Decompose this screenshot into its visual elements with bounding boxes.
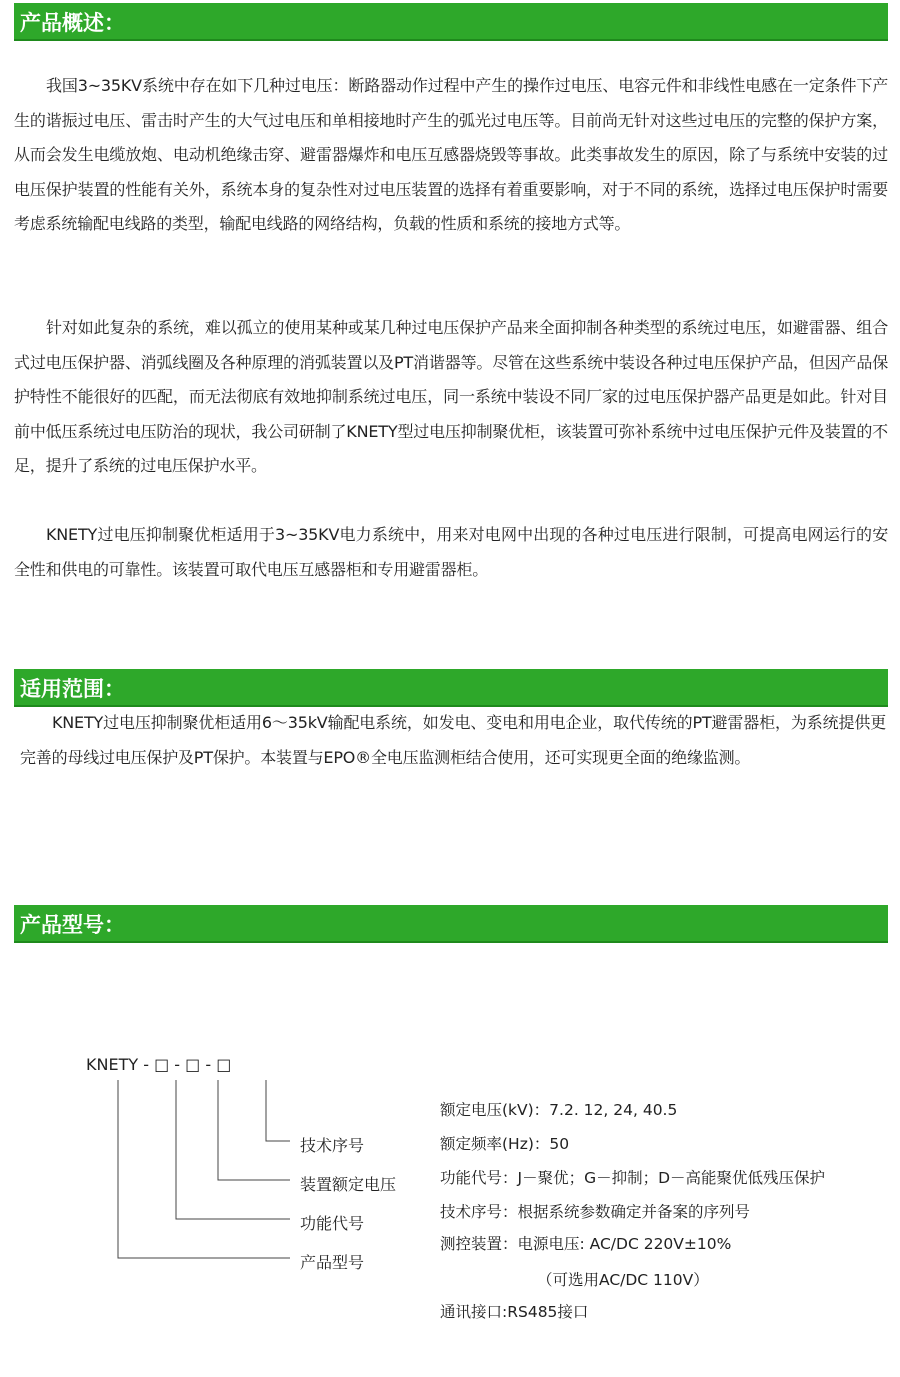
label-function-code: 功能代号 (300, 1214, 365, 1233)
section-title-overview: 产品概述： (14, 3, 888, 41)
spec-tech-serial: 技术序号：根据系统参数确定并备案的序列号 (440, 1203, 751, 1221)
spec-rated-voltage: 额定电压(kV)：7.2. 12, 24, 40.5 (440, 1101, 678, 1119)
spec-control-device: 测控装置：电源电压: AC/DC 220V±10% (440, 1235, 732, 1253)
label-tech-serial: 技术序号 (300, 1136, 365, 1155)
connector-rated-voltage (218, 1080, 290, 1180)
spec-comm-interface: 通讯接口:RS485接口 (440, 1303, 589, 1321)
scope-paragraph: KNETY过电压抑制聚优柜适用6～35kV输配电系统，如发电、变电和用电企业，取代传统的PT避雷器柜，为系统提供更完善的母线过电压保护及PT保护。本装置与EPO®全电压监测柜结合使用，还可实现更全面的绝缘监测。 (20, 713, 886, 767)
section-title-model: 产品型号： (14, 905, 888, 943)
connector-tech-serial (266, 1080, 290, 1141)
connector-function-code (176, 1080, 290, 1219)
overview-paragraph-3: KNETY过电压抑制聚优柜适用于3~35KV电力系统中，用来对电网中出现的各种过电压进行限制，可提高电网运行的安全性和供电的可靠性。该装置可取代电压互感器柜和专用避雷器柜。 (14, 525, 888, 579)
spec-rated-frequency: 额定频率(Hz)：50 (440, 1135, 570, 1153)
connector-product-model (118, 1080, 290, 1258)
spec-function-code: 功能代号：J－聚优；G－抑制；D－高能聚优低残压保护 (440, 1169, 826, 1187)
overview-paragraph-2: 针对如此复杂的系统，难以孤立的使用某种或某几种过电压保护产品来全面抑制各种类型的系统过电压，如避雷器、组合式过电压保护器、消弧线圈及各种原理的消弧装置以及PT消谐器等。尽管在这些系统中装设各种过电压保护产品，但因产品保护特性不能很好的匹配，而无法彻底有效地抑制系统过电压，同一系统中装设不同厂家的过电压保护器产品更是如此。针对目前中低压系统过电压防治的现状，我公司研制了KNETY型过电压抑制聚优柜，该装置可弥补系统中过电压保护元件及装置的不足，提升了系统的过电压保护水平。 (14, 318, 888, 475)
model-code-diagram (0, 1040, 900, 1360)
label-rated-voltage: 装置额定电压 (300, 1175, 397, 1194)
spec-optional-power: （可选用AC/DC 110V） (537, 1271, 709, 1289)
section-title-scope: 适用范围： (14, 669, 888, 707)
overview-paragraph-1: 我国3~35KV系统中存在如下几种过电压：断路器动作过程中产生的操作过电压、电容元件和非线性电感在一定条件下产生的谐振过电压、雷击时产生的大气过电压和单相接地时产生的弧光过电压等。目前尚无针对这些过电压的完整的保护方案，从而会发生电缆放炮、电动机绝缘击穿、避雷器爆炸和电压互感器烧毁等事故。此类事故发生的原因，除了与系统中安装的过电压保护装置的性能有关外，系统本身的复杂性对过电压装置的选择有着重要影响，对于不同的系统，选择过电压保护时需要考虑系统输配电线路的类型，输配电线路的网络结构，负载的性质和系统的接地方式等。 (14, 76, 888, 233)
label-product-model: 产品型号 (300, 1253, 365, 1272)
model-code-text: KNETY - □ - □ - □ (86, 1055, 232, 1074)
